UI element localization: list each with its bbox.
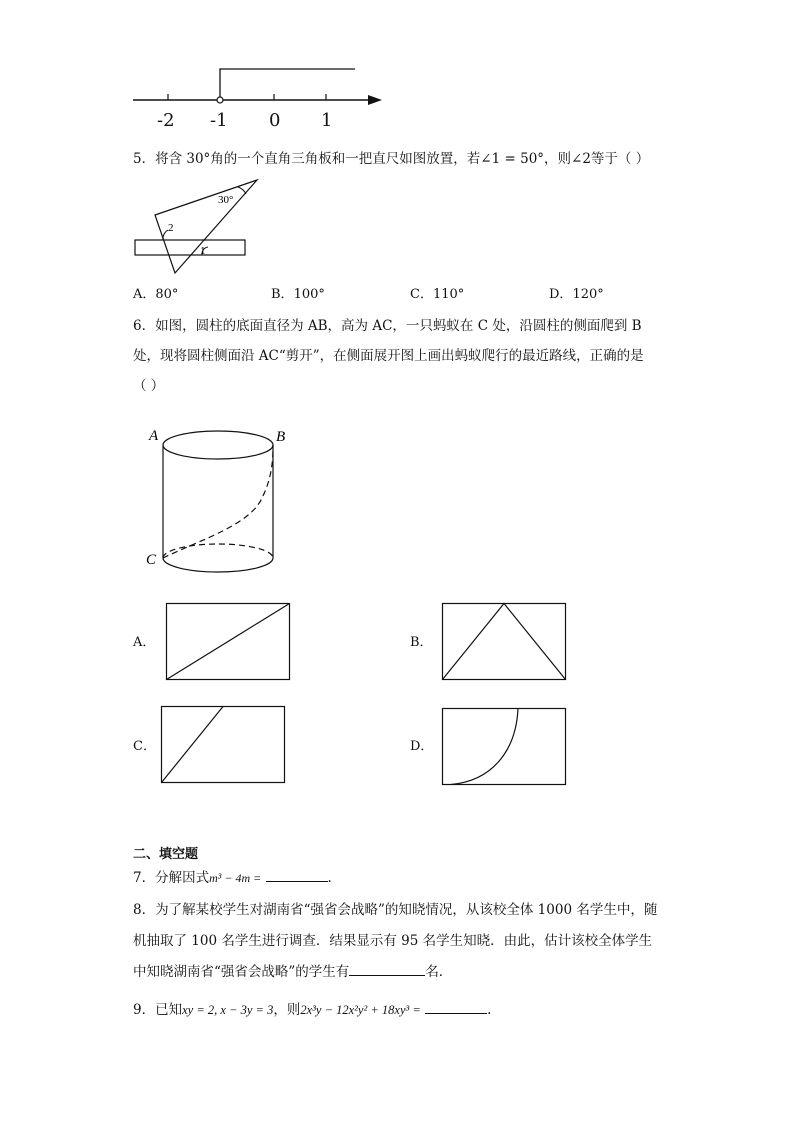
- q8-line-3-suffix: 名．: [425, 964, 453, 980]
- cylinder-label-a: A: [149, 428, 159, 444]
- q5-option-d-letter: D．: [549, 287, 573, 302]
- q5-option-a-letter: A．: [133, 287, 156, 302]
- path-curve-d: [451, 709, 518, 785]
- q5-text: 5．将含 30°角的一个直角三角板和一把直尺如图放置，若∠1 = 50°，则∠2等于（ ）: [133, 151, 650, 167]
- tick-label-0: 0: [269, 110, 281, 131]
- angle-30-label: 30°: [218, 194, 234, 206]
- q5-option-b-letter: B．: [271, 287, 294, 302]
- q7-prefix: 7．分解因式: [133, 870, 210, 886]
- q5-option-a[interactable]: [133, 286, 178, 304]
- q8-line-3-prefix: 中知晓湖南省“强省会战略”的学生有: [133, 964, 350, 980]
- cylinder-bottom-back: [163, 544, 273, 558]
- q8-line-2: 机抽取了 100 名学生进行调查．结果显示有 95 名学生知晓．由此，估计该校全体学生: [133, 933, 653, 949]
- q5-figure: [130, 175, 260, 275]
- q7-expression: m³ − 4m =: [209, 871, 262, 885]
- q5-option-d[interactable]: [549, 286, 604, 304]
- path-diagonal-c: [162, 707, 224, 783]
- q5-option-c-value: 110°: [432, 287, 465, 302]
- q8-answer-blank[interactable]: [349, 961, 425, 976]
- q6-line-2: 处，现将圆柱侧面沿 AC“剪开”，在侧面展开图上画出蚂蚁爬行的最近路线，正确的是: [133, 348, 644, 364]
- q6-option-b[interactable]: B．: [410, 635, 433, 650]
- cylinder-top: [163, 431, 273, 459]
- q6-option-d[interactable]: D．: [410, 739, 434, 754]
- q9-condition: xy = 2, x − 3y = 3: [182, 1003, 274, 1017]
- q5-option-a-value: 80°: [155, 287, 179, 302]
- cylinder-bottom-front: [163, 558, 273, 572]
- q7-suffix: .: [327, 870, 332, 886]
- q9-suffix: .: [487, 1002, 492, 1018]
- q6-option-c[interactable]: C．: [133, 739, 156, 754]
- q7-answer-blank[interactable]: [266, 867, 328, 882]
- unfolded-rect-b: [443, 604, 566, 680]
- q9: [133, 999, 491, 1020]
- angle-2-label: 2: [168, 222, 174, 234]
- angle-1-label: 1: [200, 245, 206, 257]
- q9-mid: ，则: [273, 1002, 301, 1018]
- cylinder-label-c: C: [146, 552, 157, 568]
- q5-option-d-value: 120°: [572, 287, 604, 302]
- ant-path-dashed: [163, 445, 273, 558]
- q9-prefix: 9．已知: [133, 1002, 183, 1018]
- q5-option-c[interactable]: [410, 286, 464, 304]
- q7: [133, 867, 332, 888]
- tick-label-minus-2: -2: [157, 110, 175, 131]
- ruler: [135, 240, 245, 255]
- solution-ray: [220, 69, 355, 97]
- q6-option-a[interactable]: A．: [133, 635, 156, 650]
- number-line-arrow: [368, 95, 382, 105]
- tick-label-1: 1: [321, 110, 333, 131]
- tick-label-minus-1: -1: [210, 110, 228, 131]
- unfolded-rect-c: [162, 707, 285, 783]
- q5-option-c-letter: C．: [410, 287, 433, 302]
- q9-expression: 2x³y − 12x²y² + 18xy³ =: [300, 1003, 421, 1017]
- q9-answer-blank[interactable]: [425, 999, 487, 1014]
- q6-option-b-figure[interactable]: [441, 602, 568, 682]
- q6-option-c-figure[interactable]: [160, 705, 287, 785]
- open-endpoint: [217, 97, 223, 103]
- q6-line-1: 6．如图，圆柱的底面直径为 AB，高为 AC，一只蚂蚁在 C 处，沿圆柱的侧面爬到 B: [133, 318, 642, 334]
- q5-option-b[interactable]: [271, 286, 325, 304]
- cylinder-label-b: B: [276, 429, 286, 445]
- q8-line-3: [133, 961, 452, 982]
- q6-option-d-figure[interactable]: [441, 707, 568, 787]
- path-diagonal-a: [167, 604, 290, 680]
- q8-line-1: 8．为了解某校学生对湖南省“强省会战略”的知晓情况，从该校全体 1000 名学生中，随: [133, 902, 658, 918]
- section-title-fill-in: 二、填空题: [133, 847, 199, 862]
- q6-option-a-figure[interactable]: [165, 602, 292, 682]
- path-peak-b: [443, 604, 566, 680]
- unfolded-rect-d: [443, 709, 566, 785]
- cylinder-figure: [140, 420, 310, 585]
- q6-line-3: （ ）: [133, 378, 165, 394]
- q5-option-b-value: 100°: [293, 287, 325, 302]
